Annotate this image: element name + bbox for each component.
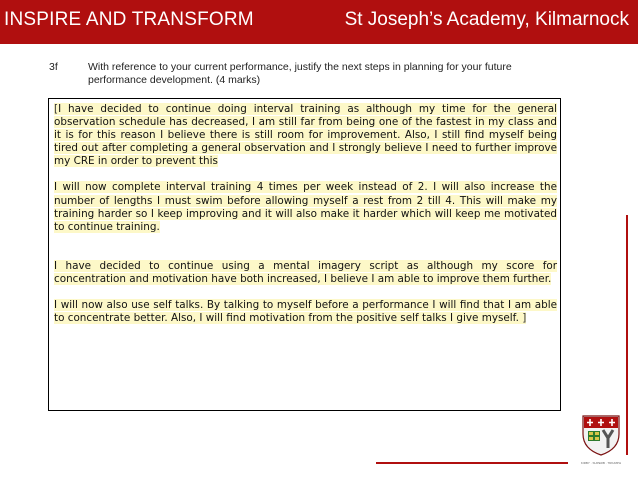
answer-paragraph-1 [54,103,557,168]
bottom-accent-rule [376,462,568,464]
answer-paragraph-4 [54,299,557,325]
crest-motto: KIRBY · SUPERB · TRIUMPH [580,461,622,465]
bracket-open-mark: [ [54,103,59,115]
answer-paragraph-2 [54,181,557,233]
header-right-title: St Joseph’s Academy, Kilmarnock [344,9,629,30]
answer-paragraph-3-text: I have decided to continue using a mental imagery script as although my score for concentration and motivation have both increased, I believe I am able to improve them further. [54,259,557,285]
header-bar [0,0,638,44]
answer-text [54,103,557,338]
answer-paragraph-2-text: I will now complete interval training 4 times per week instead of 2. I will also increase the number of lengths I must swim before allowing myself a rest from 2 till 4. This will make my training harder so I keep improving and it will also make it harder which will keep me motivated to continue training. [54,181,557,233]
question-number: 3f [49,61,58,73]
question-text: With reference to your current performance, justify the next steps in planning for your future performance development. (4 marks) [88,61,512,86]
answer-paragraph-3 [54,260,557,286]
side-accent-rule [626,215,628,455]
answer-box [48,98,561,411]
bracket-close-mark: ] [518,312,527,325]
school-crest-icon [580,414,622,456]
header-left-title: INSPIRE AND TRANSFORM [4,9,254,30]
answer-paragraph-4-text: I will now also use self talks. By talking to myself before a performance I will find that I am able to concentrate better. Also, I will find motivation from the positive self talks I give myself. [54,299,557,325]
answer-paragraph-1-text: I have decided to continue doing interval training as although my time for the general observation schedule has decreased, I am still far from being one of the fastest in my class and it is for this reason I believe there is still room for improvement. Also, I still find myself being tired out after completing a general observation and I strongly believe I need to further improve my CRE in order to prevent this [54,103,557,168]
